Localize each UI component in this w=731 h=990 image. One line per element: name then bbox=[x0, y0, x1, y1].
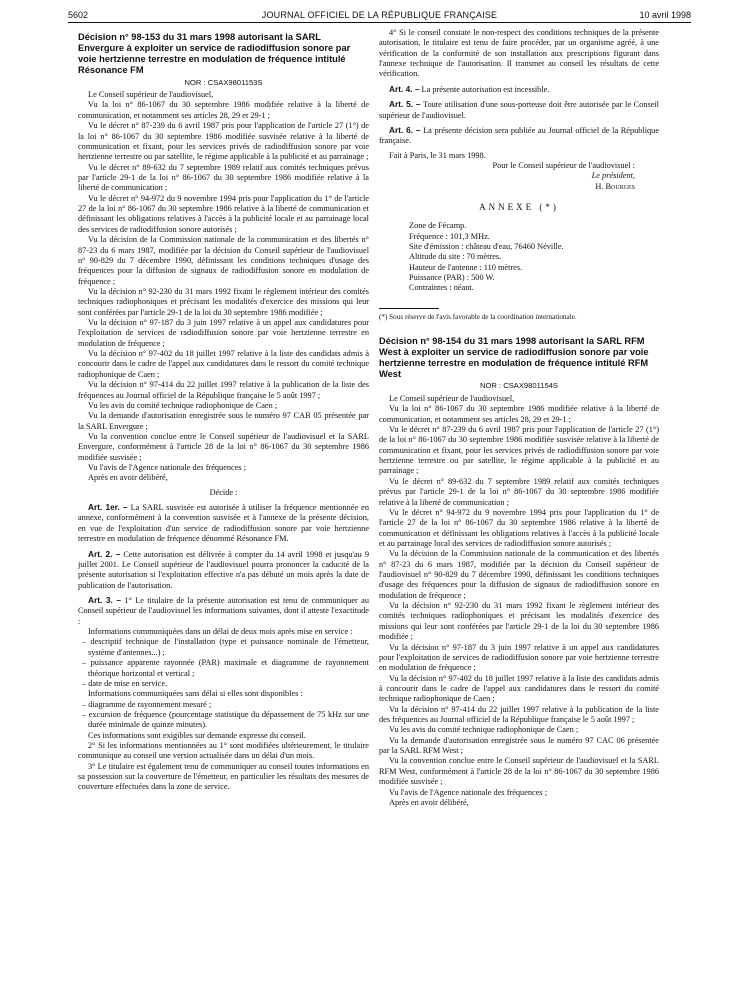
signature-organisation: Pour le Conseil supérieur de l'audiovisuel : bbox=[492, 160, 635, 170]
visa-paragraph: Vu le décret n° 94-972 du 9 novembre 1994 pris pour l'application du 1° de l'article 27 de la loi n° 86-1067 du 30 septembre 1986 relative à la liberté de communication et définissant les obligations relatives à l'accès à la publicité locale et au parrainage local des services de radiodiffusion sonore autorisés ; bbox=[379, 507, 659, 548]
article-3-point-2: 2° Si les informations mentionnées au 1° sont modifiées ultérieurement, le titulaire communique au conseil une version actualisée dans un délai d'un mois. bbox=[78, 741, 369, 761]
article-3-point-3: 3° Le titulaire est également tenu de communiquer au conseil toutes informations en sa possession sur la couverture de l'émetteur, en particulier les résultats des mesures de couverture effectuées dans la zone de service. bbox=[78, 761, 369, 792]
decision-1-title: Décision n° 98-153 du 31 mars 1998 autorisant la SARL Envergure à exploiter un service de radiodiffusion sonore par voie hertzienne terrestre en modulation de fréquence intitulé Résonance FM bbox=[78, 32, 351, 76]
visa-paragraph: Vu la loi n° 86-1067 du 30 septembre 1986 modifiée relative à la liberté de communication, et notamment ses articles 28, 29 et 29-1 ; bbox=[78, 100, 369, 120]
visa-paragraph: Après en avoir délibéré, bbox=[88, 473, 168, 483]
list-item: – diagramme de rayonnement mesuré ; bbox=[82, 699, 212, 709]
visa-paragraph: Vu la demande d'autorisation enregistrée sous le numéro 97 CAC 06 présentée par la SARL RFM West ; bbox=[379, 735, 659, 756]
footnote: (*) Sous réserve de l'avis favorable de la coordination internationale. bbox=[379, 312, 577, 321]
annexe-title: ANNEXE (*) bbox=[479, 202, 559, 213]
article-5-label: Art. 5. – bbox=[389, 99, 421, 110]
article-3-info-c: Ces informations sont exigibles sur demande expresse du conseil. bbox=[88, 730, 306, 740]
visa-paragraph: Vu le décret n° 87-239 du 6 avril 1987 pris pour l'application de l'article 27 (1°) de la loi n° 86-1067 du 30 septembre 1986 modifiée susvisée relative à la liberté de communication et fixant, pour les services privés de radiodiffusion sonore par voie hertzienne terrestre ou par satellite, le régime applicable à la publicité et au parrainage ; bbox=[379, 424, 659, 476]
right-column bbox=[379, 28, 659, 986]
visa-paragraph: Vu les avis du comité technique radiophonique de Caen ; bbox=[88, 400, 278, 410]
annexe-line: Hauteur de l'antenne : 110 mètres. bbox=[409, 262, 523, 272]
visa-paragraph: Vu la décision n° 92-230 du 31 mars 1992 fixant le règlement intérieur des comités techniques radiophoniques et précisant les modalités d'exercice des missions qui leur sont conférées par l'article 29-1 de la loi du 30 septembre 1986 modifiée ; bbox=[379, 601, 659, 642]
decision-2-nor: NOR : CSAX9801154S bbox=[480, 381, 558, 391]
article-4 bbox=[379, 84, 659, 95]
left-column bbox=[78, 28, 369, 986]
article-4-label: Art. 4. – bbox=[389, 83, 420, 94]
article-5-text: Toute utilisation d'une sous-porteuse doit être autorisée par le Conseil supérieur de l'audiovisuel. bbox=[379, 100, 659, 120]
footnote-divider bbox=[379, 308, 439, 309]
article-6-label: Art. 6. – bbox=[389, 124, 421, 135]
visa-paragraph: Après en avoir délibéré, bbox=[389, 797, 469, 807]
visa-paragraph: Vu l'avis de l'Agence nationale des fréquences ; bbox=[88, 463, 246, 473]
visa-paragraph: Vu le décret n° 89-632 du 7 septembre 1989 relatif aux comités techniques prévus par l'article 29-1 de la loi n° 86-1067 du 30 septembre 1986 modifiée relative à la liberté de communication ; bbox=[379, 476, 659, 507]
visa-paragraph: Vu la convention conclue entre le Conseil supérieur de l'audiovisuel et la SARL RFM West, conformément à l'article 28 de la loi n° 86-1067 du 30 septembre 1986 modifiée susvisée ; bbox=[379, 756, 659, 787]
decision-2-title: Décision n° 98-154 du 31 mars 1998 autorisant la SARL RFM West à exploiter un service de radiodiffusion sonore par voie hertzienne terrestre en modulation de fréquence intitulé RFM West bbox=[379, 335, 649, 380]
journal-title: JOURNAL OFFICIEL DE LA RÉPUBLIQUE FRANÇAISE bbox=[261, 10, 498, 20]
article-1 bbox=[78, 502, 369, 544]
article-3 bbox=[78, 595, 369, 627]
article-2-label: Art. 2. – bbox=[88, 548, 121, 559]
visa-paragraph: Vu la convention conclue entre le Conseil supérieur de l'audiovisuel et la SARL Envergure, conformément à l'article 28 de la loi n° 86-1067 du 30 septembre 1986 modifiée susvisée ; bbox=[78, 431, 369, 462]
visa-paragraph: Le Conseil supérieur de l'audiovisuel, bbox=[88, 90, 214, 100]
article-3-label: Art. 3. – bbox=[88, 595, 121, 605]
decide-heading: Décide : bbox=[209, 487, 238, 497]
visa-paragraph: Vu la décision n° 92-230 du 31 mars 1992 fixant le règlement intérieur des comités techniques radiophoniques et précisant les modalités d'exercice des missions qui leur sont conférées par l'article 29-1 de la loi du 30 septembre 1986 modifiée ; bbox=[78, 286, 369, 317]
annexe-line: Site d'émission : château d'eau, 76460 Néville. bbox=[409, 242, 564, 251]
page-number: 5602 bbox=[68, 10, 89, 20]
issue-date: 10 avril 1998 bbox=[639, 10, 691, 20]
visa-paragraph: Vu la décision n° 97-414 du 22 juillet 1997 relative à la publication de la liste des fréquences au Journal officiel de la République française le 5 août 1997 ; bbox=[78, 380, 369, 400]
signature-role: Le président, bbox=[591, 171, 635, 181]
visa-paragraph: Vu les avis du comité technique radiophonique de Caen ; bbox=[389, 725, 579, 735]
done-at: Fait à Paris, le 31 mars 1998. bbox=[389, 150, 486, 160]
article-3-text: 1° Le titulaire de la présente autorisation est tenu de communiquer au Conseil supérieur de l'audiovisuel les informations suivantes, dont il atteste l'exactitude : bbox=[78, 596, 369, 626]
visa-paragraph: Vu la décision n° 97-402 du 18 juillet 1997 relative à la liste des candidats admis à concourir dans le cadre de l'appel aux candidatures dans le ressort du comité technique radiophonique de Caen ; bbox=[379, 673, 659, 704]
decision-1-nor: NOR : CSAX9801153S bbox=[184, 77, 263, 87]
signature-name: H. Bourges bbox=[595, 181, 635, 191]
article-1-label: Art. 1er. – bbox=[88, 502, 128, 513]
annexe-line: Contraintes : néant. bbox=[409, 283, 474, 293]
visa-paragraph: Vu la décision de la Commission nationale de la communication et des libertés n° 87-23 du 6 mars 1987, modifiée par la décision du Conseil supérieur de l'audiovisuel n° 90-829 du 7 décembre 1990, définissant les conditions techniques d'usage des fréquences pour la diffusion de signaux de radiodiffusion sonore en modulation de fréquence ; bbox=[78, 235, 369, 286]
article-5 bbox=[379, 99, 659, 121]
article-3-info-a: Informations communiquées dans un délai de deux mois après mise en service : bbox=[88, 627, 353, 637]
visa-paragraph: Vu le décret n° 94-972 du 9 novembre 1994 pris pour l'application du 1° de l'article 27 de la loi n° 86-1067 du 30 septembre 1986 relative à la liberté de communication et définissant les obligations relatives à l'accès à la publicité locale et au parrainage local des services de radiodiffusion sonore autorisés ; bbox=[78, 193, 369, 234]
list-item: – descriptif technique de l'installation (type et puissance nominale de l'émetteur, système d'antennes...) ; bbox=[82, 637, 369, 657]
article-4-text: La présente autorisation est incessible. bbox=[421, 84, 550, 94]
page-header bbox=[68, 8, 691, 23]
list-item: – date de mise en service. bbox=[82, 678, 168, 688]
visa-paragraph: Vu la décision n° 97-414 du 22 juillet 1997 relative à la publication de la liste des fréquences au Journal officiel de la République française le 5 août 1997 ; bbox=[379, 704, 659, 725]
visa-paragraph: Le Conseil supérieur de l'audiovisuel, bbox=[389, 393, 515, 403]
annexe-line: Altitude du site : 70 mètres. bbox=[409, 252, 502, 262]
article-1-text: La SARL susvisée est autorisée à utiliser la fréquence mentionnée en annexe, conformément à la convention susvisée et à l'annexe de la présente décision, en vue de l'exploitation d'un service de radiodiffusion sonore par voie hertzienne terrestre en modulation de fréquence dénommé Résonance FM. bbox=[78, 503, 369, 544]
annexe-line: Zone de Fécamp. bbox=[409, 221, 467, 231]
annexe-line: Fréquence : 101,3 MHz. bbox=[409, 231, 490, 241]
visa-paragraph: Vu la décision n° 97-187 du 3 juin 1997 relative à un appel aux candidatures pour l'exploitation de services de radiodiffusion sonore par voie hertzienne terrestre en modulation de fréquence ; bbox=[379, 642, 659, 673]
article-6-text: La présente décision sera publiée au Journal officiel de la République française. bbox=[379, 125, 659, 146]
article-2-text: Cette autorisation est délivrée à compter du 14 avril 1998 et jusqu'au 9 juillet 2001. Le Conseil supérieur de l'audiovisuel pourra prononcer la caducité de la présente autorisation si l'exploitation effective n'a pas débuté un mois après la date de publication de l'autorisation. bbox=[78, 549, 369, 590]
visa-paragraph: Vu la loi n° 86-1067 du 30 septembre 1986 modifiée relative à la liberté de communication, et notamment ses articles 28, 29 et 29-1 ; bbox=[379, 404, 659, 424]
article-3-point-4: 4° Si le conseil constate le non-respect des conditions techniques de la présente autorisation, le titulaire est tenu de faire procéder, par un organisme agréé, à une vérification de la conformité de son installation aux prescriptions figurant dans l'annexe technique de l'autorisation. Il transmet au conseil les résultats de cette vérification. bbox=[379, 28, 659, 79]
visa-paragraph: Vu le décret n° 87-239 du 6 avril 1987 pris pour l'application de l'article 27 (1°) de la loi n° 86-1067 du 30 septembre 1986 modifiée susvisée relative à la liberté de communication et fixant, pour les services privés de radiodiffusion sonore par voie hertzienne terrestre ou par satellite, le régime applicable à la publicité et au parrainage ; bbox=[78, 121, 369, 162]
visa-paragraph: Vu la décision n° 97-402 du 18 juillet 1997 relative à la liste des candidats admis à concourir dans le cadre de l'appel aux candidatures dans le ressort du comité technique radiophonique de Caen ; bbox=[78, 349, 369, 379]
visa-paragraph: Vu l'avis de l'Agence nationale des fréquences ; bbox=[389, 787, 547, 797]
visa-paragraph: Vu la demande d'autorisation enregistrée sous le numéro 97 CAB 05 présentée par la SARL Envergure ; bbox=[78, 411, 369, 431]
list-item: – puissance apparente rayonnée (PAR) maximale et diagramme de rayonnement théorique horizontal et vertical ; bbox=[82, 658, 369, 678]
visa-paragraph: Vu la décision de la Commission nationale de la communication et des libertés n° 87-23 du 6 mars 1987, modifiée par la décision du Conseil supérieur de l'audiovisuel n° 90-829 du 7 décembre 1990, définissant les conditions techniques d'usage des fréquences pour la diffusion de signaux de radiodiffusion sonore en modulation de fréquence ; bbox=[379, 549, 659, 600]
visa-paragraph: Vu le décret n° 89-632 du 7 septembre 1989 relatif aux comités techniques prévus par l'article 29-1 de la loi n° 86-1067 du 30 septembre 1986 modifiée relative à la liberté de communication ; bbox=[78, 162, 369, 193]
visa-paragraph: Vu la décision n° 97-187 du 3 juin 1997 relative à un appel aux candidatures pour l'exploitation de services de radiodiffusion sonore par voie hertzienne terrestre en modulation de fréquence ; bbox=[78, 318, 369, 348]
list-item: – excursion de fréquence (pourcentage statistique du dépassement de 75 kHz sur une durée minimale de quinze minutes). bbox=[82, 709, 369, 730]
annexe-line: Puissance (PAR) : 500 W. bbox=[409, 273, 495, 283]
article-6 bbox=[379, 125, 659, 147]
article-3-info-b: Informations communiquées sans délai si elles sont disponibles : bbox=[88, 689, 303, 699]
article-2 bbox=[78, 549, 369, 591]
